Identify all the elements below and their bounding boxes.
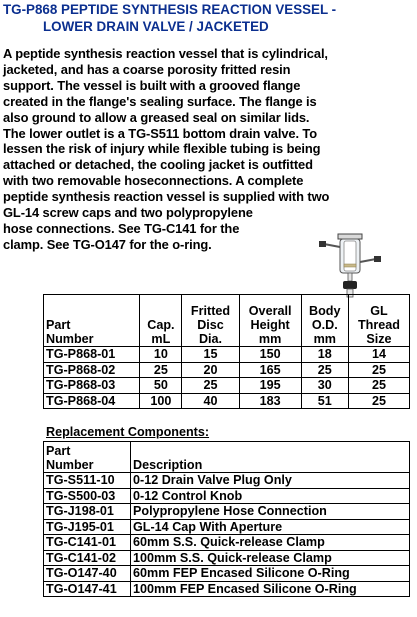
description-cell: 0-12 Drain Valve Plug Only	[131, 473, 410, 489]
description-line: A peptide synthesis reaction vessel that is cylindrical,	[3, 46, 328, 61]
capacity-cell: 50	[140, 378, 182, 394]
description-cell: GL-14 Cap With Aperture	[131, 519, 410, 535]
description-line: lessen the risk of injury while flexible tubing is being	[3, 141, 321, 157]
description-line: created in the flange's sealing surface. The flange is	[3, 93, 317, 109]
parts-header-row	[44, 442, 410, 473]
specs-header-row	[44, 295, 410, 347]
description-line: attached or detached, the cooling jacket is outfitted	[3, 157, 313, 173]
part-number-cell: TG-C141-01	[44, 535, 131, 551]
part-number-cell: TG-P868-01	[44, 347, 140, 363]
part-number-cell: TG-O147-41	[44, 581, 131, 597]
description-cell: Polypropylene Hose Connection	[131, 504, 410, 520]
overall-height-cell: 150	[239, 347, 301, 363]
capacity-cell: 100	[140, 393, 182, 409]
table-row	[44, 535, 410, 551]
part-number-cell: TG-C141-02	[44, 550, 131, 566]
description-line: also ground to allow a greased seal on similar lids.	[3, 109, 310, 125]
overall-height-cell: 183	[239, 393, 301, 409]
replacement-components-table	[43, 441, 410, 597]
description-line: GL-14 screw caps and two polypropylene	[3, 205, 253, 221]
disc-diameter-cell: 20	[182, 362, 239, 378]
description-cell: 60mm FEP Encased Silicone O-Ring	[131, 566, 410, 582]
header-overall-height: Overall Height mm	[239, 295, 301, 347]
table-row	[44, 378, 410, 394]
disc-diameter-cell: 15	[182, 347, 239, 363]
header-thread-size: GL Thread Size	[348, 295, 409, 347]
table-row	[44, 581, 410, 597]
description-cell: 100mm S.S. Quick-release Clamp	[131, 550, 410, 566]
part-number-cell: TG-P868-04	[44, 393, 140, 409]
description-line: peptide synthesis reaction vessel is supplied with two	[3, 189, 330, 205]
capacity-cell: 25	[140, 362, 182, 378]
header-part-number: Part Number	[44, 295, 140, 347]
body-od-cell: 30	[301, 378, 348, 394]
description-cell: 100mm FEP Encased Silicone O-Ring	[131, 581, 410, 597]
table-row	[44, 473, 410, 489]
part-number-cell: TG-P868-02	[44, 362, 140, 378]
replacement-components-heading: Replacement Components:	[46, 425, 210, 439]
table-row	[44, 362, 410, 378]
overall-height-cell: 165	[239, 362, 301, 378]
description-line: support. The vessel is built with a grooved flange	[3, 77, 301, 93]
description-cell: 60mm S.S. Quick-release Clamp	[131, 535, 410, 551]
table-row	[44, 504, 410, 520]
header-capacity: Cap. mL	[140, 295, 182, 347]
table-row	[44, 488, 410, 504]
reaction-vessel-illustration	[318, 232, 382, 298]
description-line: hose connections. See TG-C141 for the	[3, 220, 240, 236]
part-number-cell: TG-J195-01	[44, 519, 131, 535]
description-line: clamp. See TG-O147 for the o-ring.	[3, 236, 212, 252]
description-line: jacketed, and has a coarse porosity fritted resin	[3, 61, 291, 77]
part-number-cell: TG-P868-03	[44, 378, 140, 394]
table-row	[44, 550, 410, 566]
capacity-cell: 10	[140, 347, 182, 363]
table-row	[44, 519, 410, 535]
part-number-cell: TG-S511-10	[44, 473, 131, 489]
thread-size-cell: 25	[348, 362, 409, 378]
description-line: with two removable hoseconnections. A complete	[3, 173, 304, 189]
table-row	[44, 393, 410, 409]
description-cell: 0-12 Control Knob	[131, 488, 410, 504]
part-number-cell: TG-S500-03	[44, 488, 131, 504]
overall-height-cell: 195	[239, 378, 301, 394]
header-description: Description	[131, 442, 410, 473]
specs-table	[43, 294, 410, 409]
part-number-cell: TG-O147-40	[44, 566, 131, 582]
description-line: The lower outlet is a TG-S511 bottom drain valve. To	[3, 125, 318, 141]
header-body-od: Body O.D. mm	[301, 295, 348, 347]
thread-size-cell: 14	[348, 347, 409, 363]
disc-diameter-cell: 25	[182, 378, 239, 394]
body-od-cell: 18	[301, 347, 348, 363]
body-od-cell: 51	[301, 393, 348, 409]
thread-size-cell: 25	[348, 393, 409, 409]
table-row	[44, 566, 410, 582]
disc-diameter-cell: 40	[182, 393, 239, 409]
title-line-1: TG-P868 PEPTIDE SYNTHESIS REACTION VESSEL -	[3, 2, 337, 17]
table-row	[44, 347, 410, 363]
header-part-number: Part Number	[44, 442, 131, 473]
thread-size-cell: 25	[348, 378, 409, 394]
part-number-cell: TG-J198-01	[44, 504, 131, 520]
header-disc-diameter: Fritted Disc Dia.	[182, 295, 239, 347]
body-od-cell: 25	[301, 362, 348, 378]
title-line-2: LOWER DRAIN VALVE / JACKETED	[43, 19, 269, 34]
page-title	[3, 1, 415, 35]
product-description	[3, 46, 415, 253]
